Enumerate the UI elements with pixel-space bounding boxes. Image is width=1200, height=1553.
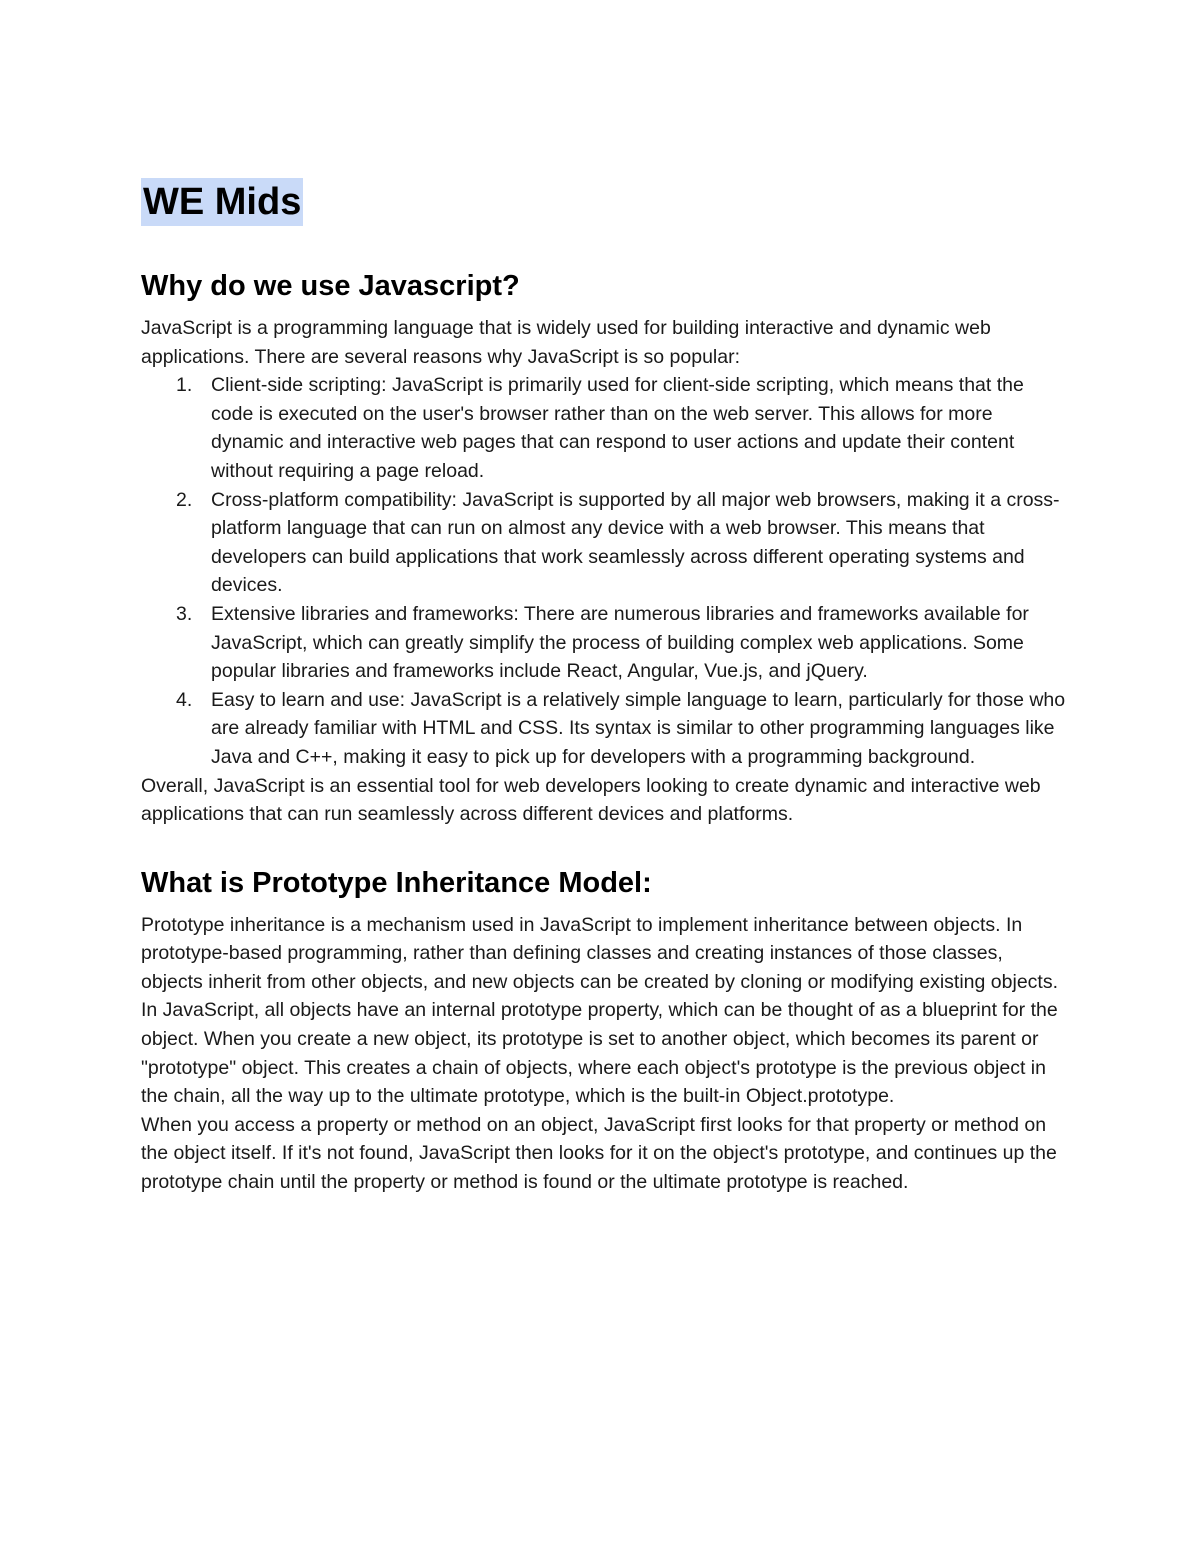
- document-title: WE Mids: [141, 178, 303, 226]
- body-paragraph: In JavaScript, all objects have an internal prototype property, which can be thought of as a blueprint for the object. When you create a new object, its prototype is set to another object, which becomes its parent or "prototype" object. This creates a chain of objects, where each object's prototype is the previous object in the chain, all the way up to the ultimate prototype, which is the built-in Object.prototype.: [141, 999, 1058, 1108]
- list-item-text: Client-side scripting: JavaScript is primarily used for client-side scripting, which means that the code is executed on the user's browser rather than on the web server. This allows for more dynamic and interactive web pages that can respond to user actions and update their content without requiring a page reload.: [211, 374, 1024, 482]
- body-paragraph: When you access a property or method on an object, JavaScript first looks for that property or method on the object itself. If it's not found, JavaScript then looks for it on the object's prototype, and continues up the prototype chain until the property or method is found or the ultimate prototype is reached.: [141, 1113, 1057, 1194]
- document-page: [141, 178, 1066, 1197]
- list-item-text: Cross-platform compatibility: JavaScript is supported by all major web browsers, making it a cross-platform language that can run on almost any device with a web browser. This means that developers can build applications that work seamlessly across different operating systems and devices.: [211, 488, 1060, 597]
- list-item-number: 4.: [176, 688, 193, 711]
- section-heading-prototype-inheritance: What is Prototype Inheritance Model:: [141, 866, 652, 899]
- list-item: [176, 486, 1066, 600]
- list-item-number: 2.: [176, 488, 193, 511]
- list-item-text: Extensive libraries and frameworks: There are numerous libraries and frameworks available for JavaScript, which can greatly simplify the process of building complex web applications. Some popular libraries and frameworks include React, Angular, Vue.js, and jQuery.: [211, 602, 1029, 683]
- reasons-list: [141, 371, 1066, 771]
- list-item-number: 1.: [176, 374, 193, 397]
- section-conclusion-paragraph: Overall, JavaScript is an essential tool for web developers looking to create dynamic and interactive web applications that can run seamlessly across different devices and platforms.: [141, 774, 1041, 826]
- list-item: [176, 371, 1066, 485]
- list-item-text: Easy to learn and use: JavaScript is a relatively simple language to learn, particularly for those who are already familiar with HTML and CSS. Its syntax is similar to other programming languages like Java and C++, making it easy to pick up for developers with a programming background.: [211, 688, 1066, 768]
- list-item: [176, 600, 1066, 686]
- section-heading-why-javascript: Why do we use Javascript?: [141, 270, 520, 302]
- list-item: [176, 686, 1066, 772]
- section-intro-paragraph: JavaScript is a programming language that is widely used for building interactive and dynamic web applications. There are several reasons why JavaScript is so popular:: [141, 317, 991, 368]
- body-paragraph: Prototype inheritance is a mechanism used in JavaScript to implement inheritance between objects. In prototype-based programming, rather than defining classes and creating instances of those classes, objects inherit from other objects, and new objects can be created by cloning or modifying existing objects.: [141, 913, 1058, 993]
- list-item-number: 3.: [176, 602, 193, 625]
